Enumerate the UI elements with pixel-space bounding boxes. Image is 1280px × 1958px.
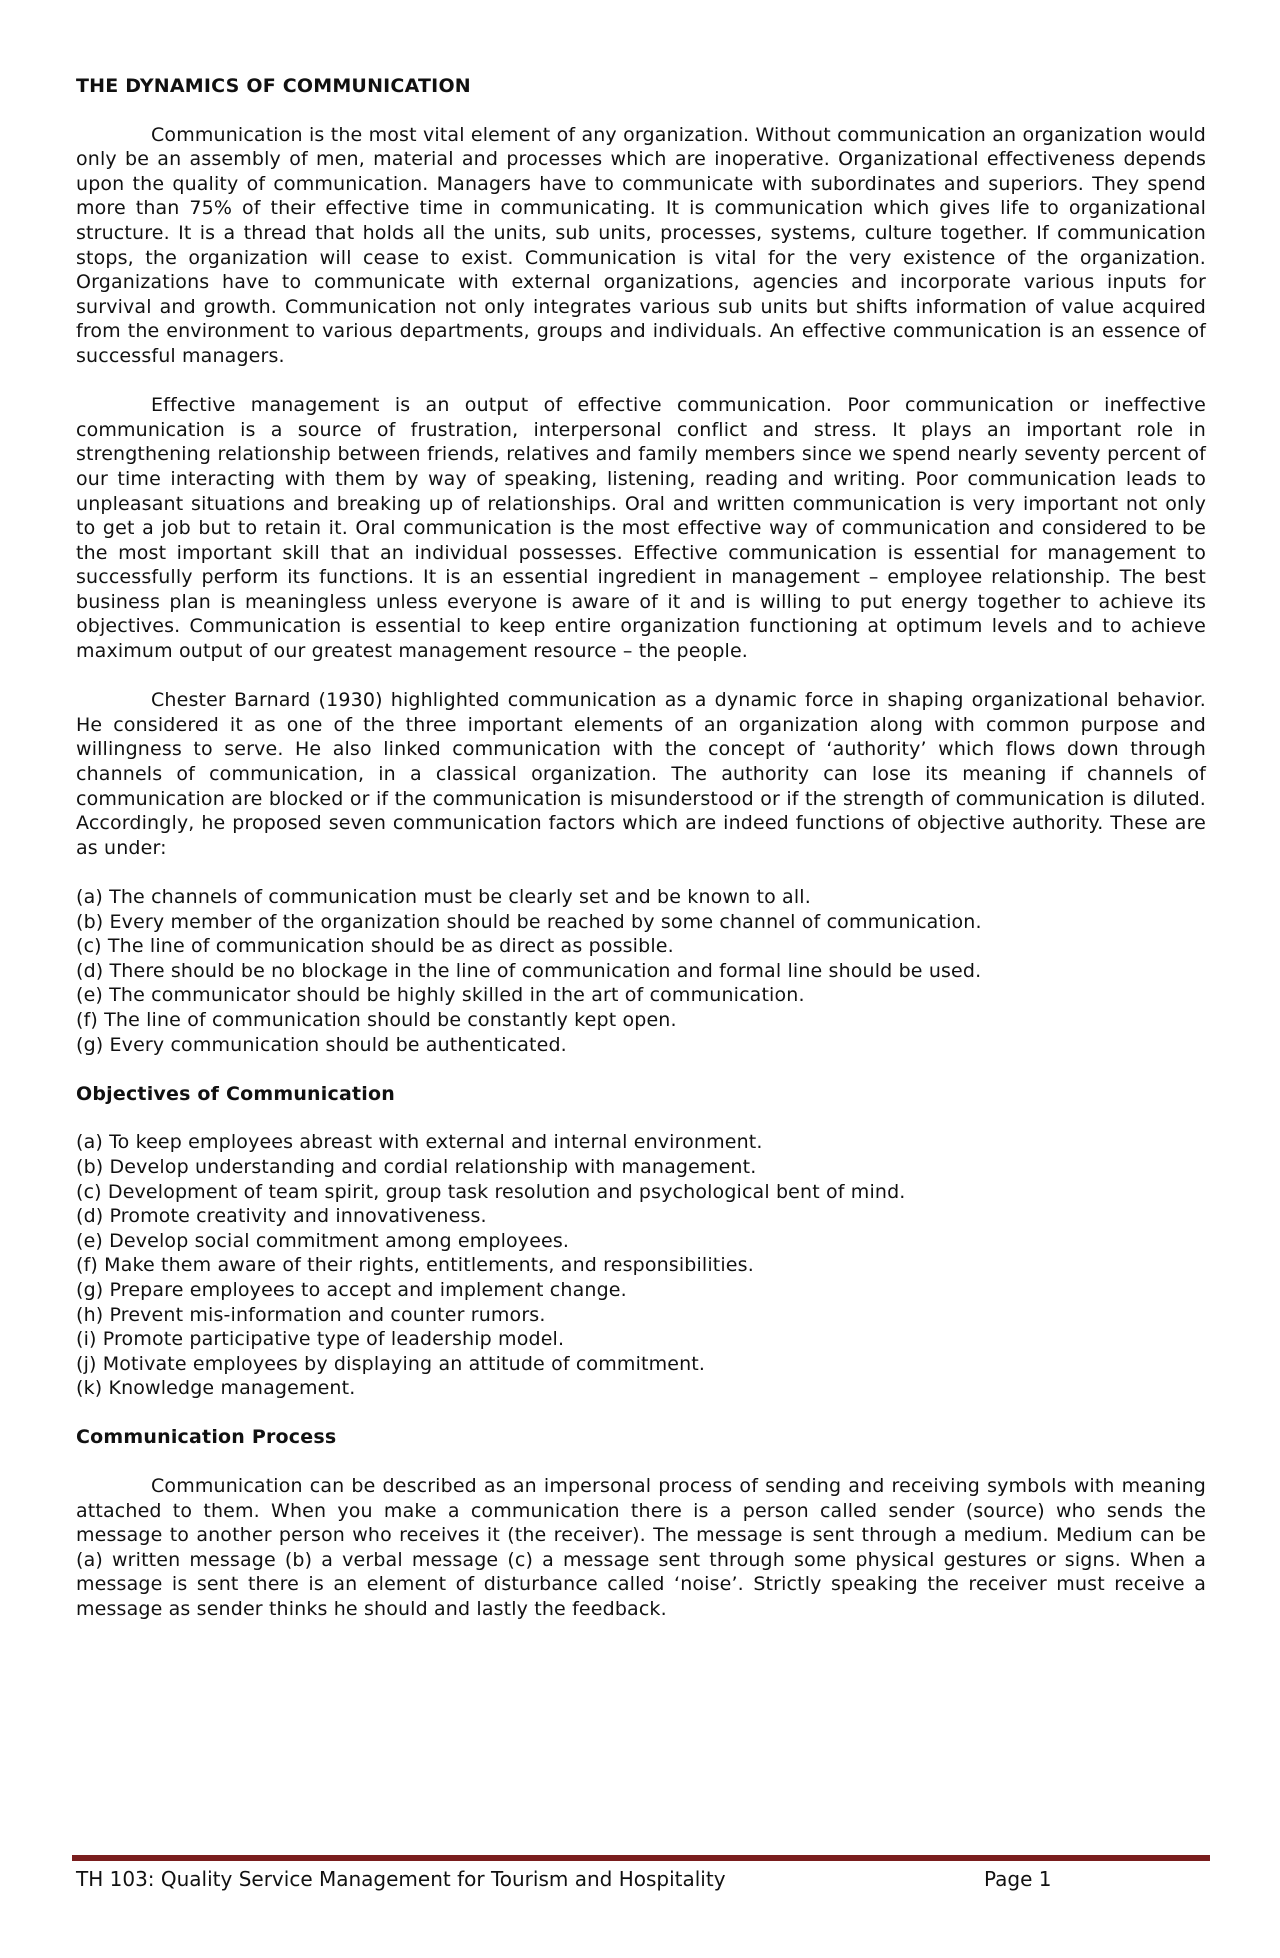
objectives-heading: Objectives of Communication (76, 1082, 395, 1105)
list-item: (e) The communicator should be highly skilled in the art of communication. (76, 984, 805, 1007)
objectives-list (76, 1130, 1206, 1401)
list-item: (b) Develop understanding and cordial relationship with management. (76, 1155, 757, 1178)
process-heading: Communication Process (76, 1426, 337, 1449)
list-item: (k) Knowledge management. (76, 1377, 356, 1400)
footer-course-title: TH 103: Quality Service Management for Tourism and Hospitality (76, 1867, 726, 1891)
list-item: (a) The channels of communication must be clearly set and be known to all. (76, 886, 811, 908)
list-item: (j) Motivate employees by displaying an attitude of commitment. (76, 1352, 706, 1375)
list-item: (g) Every communication should be authenticated. (76, 1033, 567, 1056)
list-item: (i) Promote participative type of leadership model. (76, 1328, 565, 1351)
footer-page-number: Page 1 (984, 1867, 1052, 1891)
intro-paragraph-1: Communication is the most vital element of any organization. Without communication an organization would only be an assembly of men, material and processes which are inoperative. Organizational effectiveness depends upon the quality of communication. Managers have to communicate with subordinates and superiors. They spend more than 75% of their effective time in communicating. It is communication which gives life to organizational structure. It is a thread that holds all the units, sub units, processes, systems, culture together. If communication stops, the organization will cease to exist. Communication is vital for the very existence of the organization. Organizations have to communicate with external organizations, agencies and incorporate various inputs for survival and growth. Communication not only integrates various sub units but shifts information of value acquired from the environment to various departments, groups and individuals. An effective communication is an essence of successful managers. (76, 123, 1206, 367)
document-title: THE DYNAMICS OF COMMUNICATION (76, 75, 471, 97)
list-item: (b) Every member of the organization should be reached by some channel of communication. (76, 910, 982, 933)
list-item: (e) Develop social commitment among employees. (76, 1229, 570, 1252)
footer-divider (72, 1855, 1210, 1861)
list-item: (c) The line of communication should be as direct as possible. (76, 935, 674, 958)
intro-paragraph-3: Chester Barnard (1930) highlighted communication as a dynamic force in shaping organizational behavior. He considered it as one of the three important elements of an organization along with common purpose and willingness to serve. He also linked communication with the concept of ‘authority’ which flows down through channels of communication, in a classical organization. The authority can lose its meaning if channels of communication are blocked or if the communication is misunderstood or if the strength of communication is diluted. Accordingly, he proposed seven communication factors which are indeed functions of objective authority. These are as under: (76, 689, 1206, 859)
list-item: (a) To keep employees abreast with external and internal environment. (76, 1131, 763, 1154)
list-item: (h) Prevent mis-information and counter rumors. (76, 1303, 546, 1326)
list-item: (c) Development of team spirit, group task resolution and psychological bent of mind. (76, 1180, 906, 1203)
process-paragraph: Communication can be described as an impersonal process of sending and receiving symbols with meaning attached to them. When you make a communication there is a person called sender (source) who sends the message to another person who receives it (the receiver). The message is sent through a medium. Medium can be (a) written message (b) a verbal message (c) a message sent through some physical gestures or signs. When a message is sent there is an element of disturbance called ‘noise’. Strictly speaking the receiver must receive a message as sender thinks he should and lastly the feedback. (76, 1475, 1206, 1621)
list-item: (d) Promote creativity and innovativeness. (76, 1205, 487, 1228)
document-body (76, 74, 1206, 1646)
list-item: (f) Make them aware of their rights, entitlements, and responsibilities. (76, 1254, 754, 1277)
barnard-factors-list (76, 885, 1206, 1057)
list-item: (d) There should be no blockage in the line of communication and formal line should be used. (76, 959, 982, 982)
intro-paragraph-2: Effective management is an output of effective communication. Poor communication or ineffective communication is a source of frustration, interpersonal conflict and stress. It plays an important role in strengthening relationship between friends, relatives and family members since we spend nearly seventy percent of our time interacting with them by way of speaking, listening, reading and writing. Poor communication leads to unpleasant situations and breaking up of relationships. Oral and written communication is very important not only to get a job but to retain it. Oral communication is the most effective way of communication and considered to be the most important skill that an individual possesses. Effective communication is essential for management to successfully perform its functions. It is an essential ingredient in management – employee relationship. The best business plan is meaningless unless everyone is aware of it and is willing to put energy together to achieve its objectives. Communication is essential to keep entire organization functioning at optimum levels and to achieve maximum output of our greatest management resource – the people. (76, 394, 1206, 663)
list-item: (f) The line of communication should be constantly kept open. (76, 1008, 677, 1031)
list-item: (g) Prepare employees to accept and implement change. (76, 1278, 627, 1301)
